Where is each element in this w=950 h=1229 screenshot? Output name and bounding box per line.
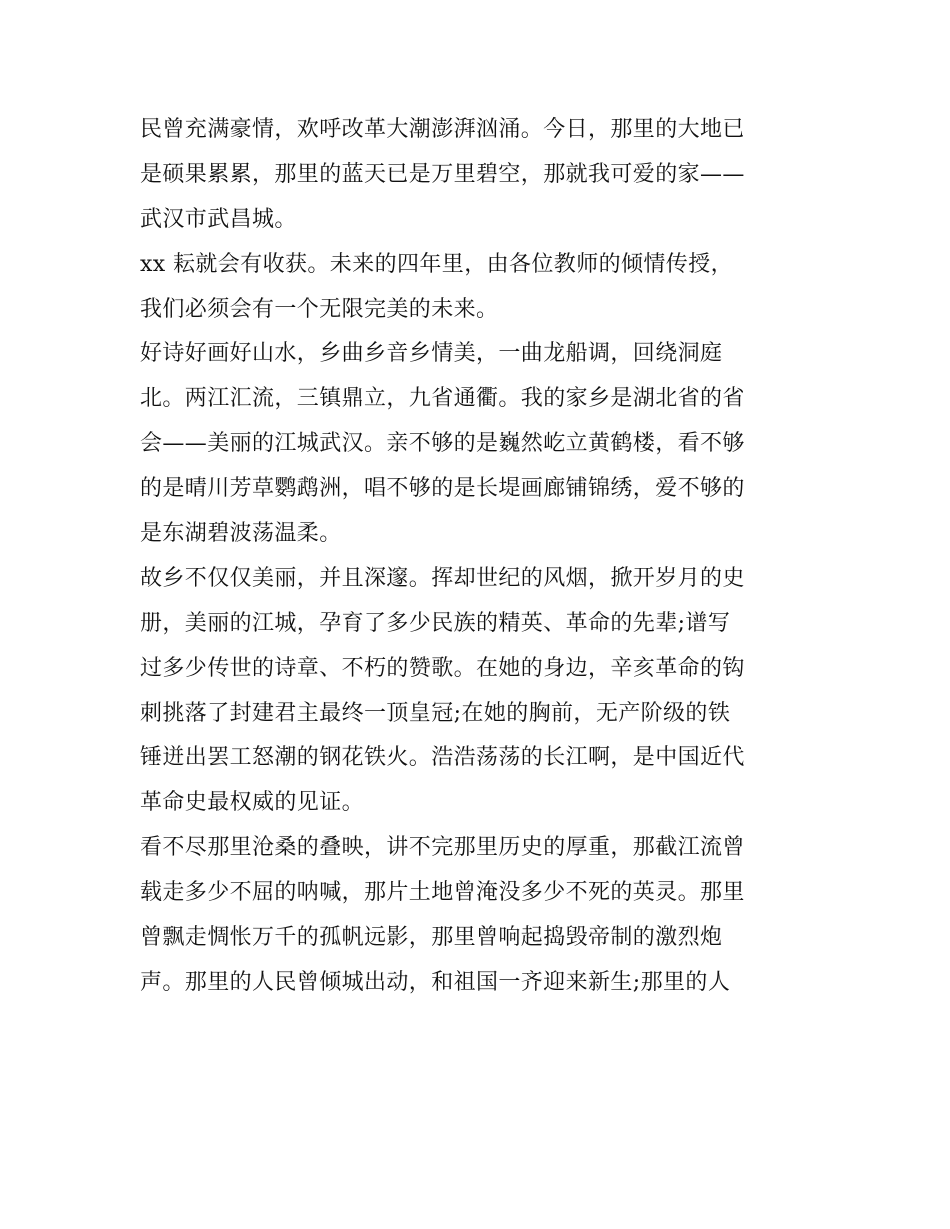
text-line: 我们必须会有一个无限完美的未来。 bbox=[140, 296, 499, 322]
text-line: 声。那里的人民曾倾城出动，和祖国一齐迎来新生;那里的人 bbox=[140, 969, 731, 995]
text-line: 民曾充满豪情，欢呼改革大潮澎湃汹涌。今日，那里的大地已 bbox=[140, 117, 745, 142]
text-line: 武汉市武昌城。 bbox=[140, 206, 297, 232]
text-line: 是硕果累累，那里的蓝天已是万里碧空，那就我可爱的家—— bbox=[140, 161, 745, 187]
text-line: 刺挑落了封建君主最终一顶皇冠;在她的胸前，无产阶级的铁 bbox=[140, 700, 731, 726]
document-body bbox=[140, 108, 820, 1006]
text-line: 是东湖碧波荡温柔。 bbox=[140, 521, 342, 547]
text-line: 好诗好画好山水，乡曲乡音乡情美，一曲龙船调，回绕洞庭 bbox=[140, 341, 723, 367]
text-line: 北。两江汇流，三镇鼎立，九省通衢。我的家乡是湖北省的省 bbox=[140, 386, 745, 412]
text-line: xx 耘就会有收获。未来的四年里，由各位教师的倾情传授， bbox=[140, 251, 734, 277]
text-line: 革命史最权威的见证。 bbox=[140, 790, 365, 816]
text-line: 锤迸出罢工怒潮的钢花铁火。浩浩荡荡的长江啊，是中国近代 bbox=[140, 745, 745, 771]
text-line: 曾飘走惆怅万千的孤帆远影，那里曾响起捣毁帝制的激烈炮 bbox=[140, 925, 723, 951]
text-line: 册，美丽的江城，孕育了多少民族的精英、革命的先辈;谱写 bbox=[140, 610, 731, 636]
text-line: 载走多少不屈的呐喊，那片土地曾淹没多少不死的英灵。那里 bbox=[140, 880, 745, 906]
text-line: 的是晴川芳草鹦鹉洲，唱不够的是长堤画廊铺锦绣，爱不够的 bbox=[140, 476, 745, 502]
text-line: 过多少传世的诗章、不朽的赞歌。在她的身边，辛亥革命的钩 bbox=[140, 655, 745, 681]
text-line: 看不尽那里沧桑的叠映，讲不完那里历史的厚重，那截江流曾 bbox=[140, 835, 745, 861]
text-line: 故乡不仅仅美丽，并且深邃。挥却世纪的风烟，掀开岁月的史 bbox=[140, 565, 745, 591]
text-line: 会——美丽的江城武汉。亲不够的是巍然屹立黄鹤楼，看不够 bbox=[140, 431, 745, 457]
